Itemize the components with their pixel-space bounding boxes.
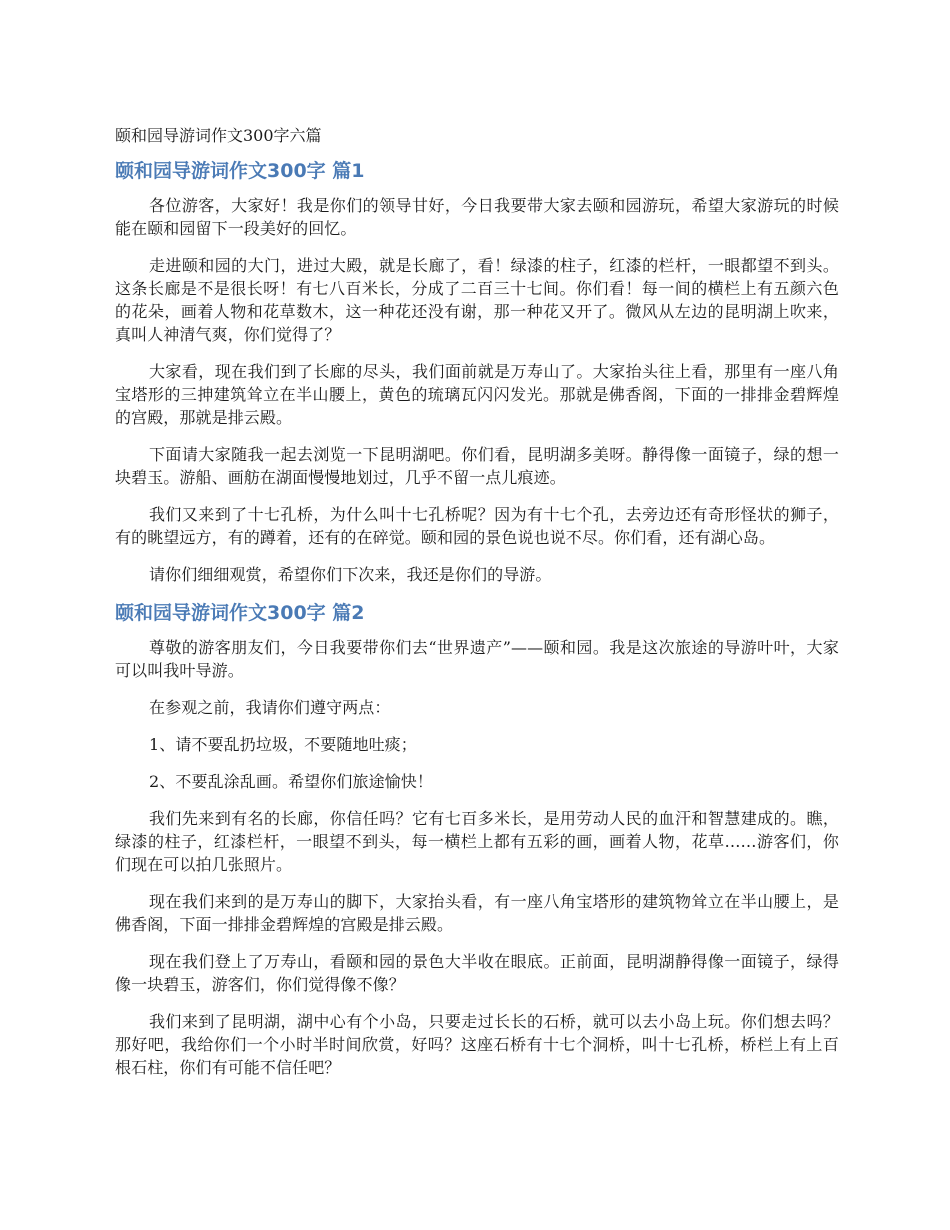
document-page <box>115 124 839 1093</box>
paragraph: 我们来到了昆明湖，湖中心有个小岛，只要走过长长的石桥，就可以去小岛上玩。你们想去吗？那好吧，我给你们一个小时半时间欣赏，好吗？这座石桥有十七个洞桥，叫十七孔桥，桥栏上有上百根石柱，你们有可能不信任吧？ <box>115 1012 839 1077</box>
paragraph: 请你们细细观赏，希望你们下次来，我还是你们的导游。 <box>149 565 552 584</box>
paragraph: 现在我们来到的是万寿山的脚下，大家抬头看，有一座八角宝塔形的建筑物耸立在半山腰上，是佛香阁，下面一排排金碧辉煌的宫殿是排云殿。 <box>115 892 839 934</box>
paragraph: 我们又来到了十七孔桥，为什么叫十七孔桥呢？因为有十七个孔，去旁边还有奇形怪状的狮子，有的眺望远方，有的蹲着，还有的在碎觉。颐和园的景色说也说不尽。你们看，还有湖心岛。 <box>115 505 839 547</box>
section-heading: 颐和园导游词作文300字 篇2 <box>115 602 365 624</box>
document-title: 颐和园导游词作文300字六篇 <box>115 126 322 145</box>
paragraph: 下面请大家随我一起去浏览一下昆明湖吧。你们看，昆明湖多美呀。静得像一面镜子，绿的想一块碧玉。游船、画舫在湖面慢慢地划过，几乎不留一点儿痕迹。 <box>115 445 839 487</box>
section-heading: 颐和园导游词作文300字 篇1 <box>115 160 365 182</box>
paragraph: 走进颐和园的大门，进过大殿，就是长廊了，看！绿漆的柱子，红漆的栏杆，一眼都望不到头。这条长廊是不是很长呀！有七八百米长，分成了二百三十七间。你们看！每一间的横栏上有五颜六色的花朵，画着人物和花草数木，这一种花还没有谢，那一种花又开了。微风从左边的昆明湖上吹来，真叫人神清气爽，你们觉得了？ <box>115 256 839 344</box>
paragraph: 各位游客，大家好！我是你们的领导甘好，今日我要带大家去颐和园游玩，希望大家游玩的时候能在颐和园留下一段美好的回忆。 <box>115 196 839 238</box>
paragraph: 在参观之前，我请你们遵守两点： <box>149 698 391 717</box>
paragraph: 现在我们登上了万寿山，看颐和园的景色大半收在眼底。正前面，昆明湖静得像一面镜子，绿得像一块碧玉，游客们，你们觉得像不像？ <box>115 952 839 994</box>
paragraph: 大家看，现在我们到了长廊的尽头，我们面前就是万寿山了。大家抬头往上看，那里有一座八角宝塔形的三抻建筑耸立在半山腰上，黄色的琉璃瓦闪闪发光。那就是佛香阁，下面的一排排金碧辉煌的宫殿，那就是排云殿。 <box>115 362 839 427</box>
section-2 <box>115 600 839 1079</box>
paragraph: 尊敬的游客朋友们，今日我要带你们去“世界遗产”——颐和园。我是这次旅途的导游叶叶，大家可以叫我叶导游。 <box>115 638 839 680</box>
paragraph: 我们先来到有名的长廊，你信任吗？它有七百多米长，是用劳动人民的血汗和智慧建成的。瞧，绿漆的柱子，红漆栏杆，一眼望不到头，每一横栏上都有五彩的画，画着人物，花草……游客们，你们现在可以拍几张照片。 <box>115 809 839 874</box>
section-1 <box>115 158 839 586</box>
paragraph: 1、请不要乱扔垃圾，不要随地吐痰； <box>149 735 417 754</box>
paragraph: 2、不要乱涂乱画。希望你们旅途愉快！ <box>149 772 433 791</box>
